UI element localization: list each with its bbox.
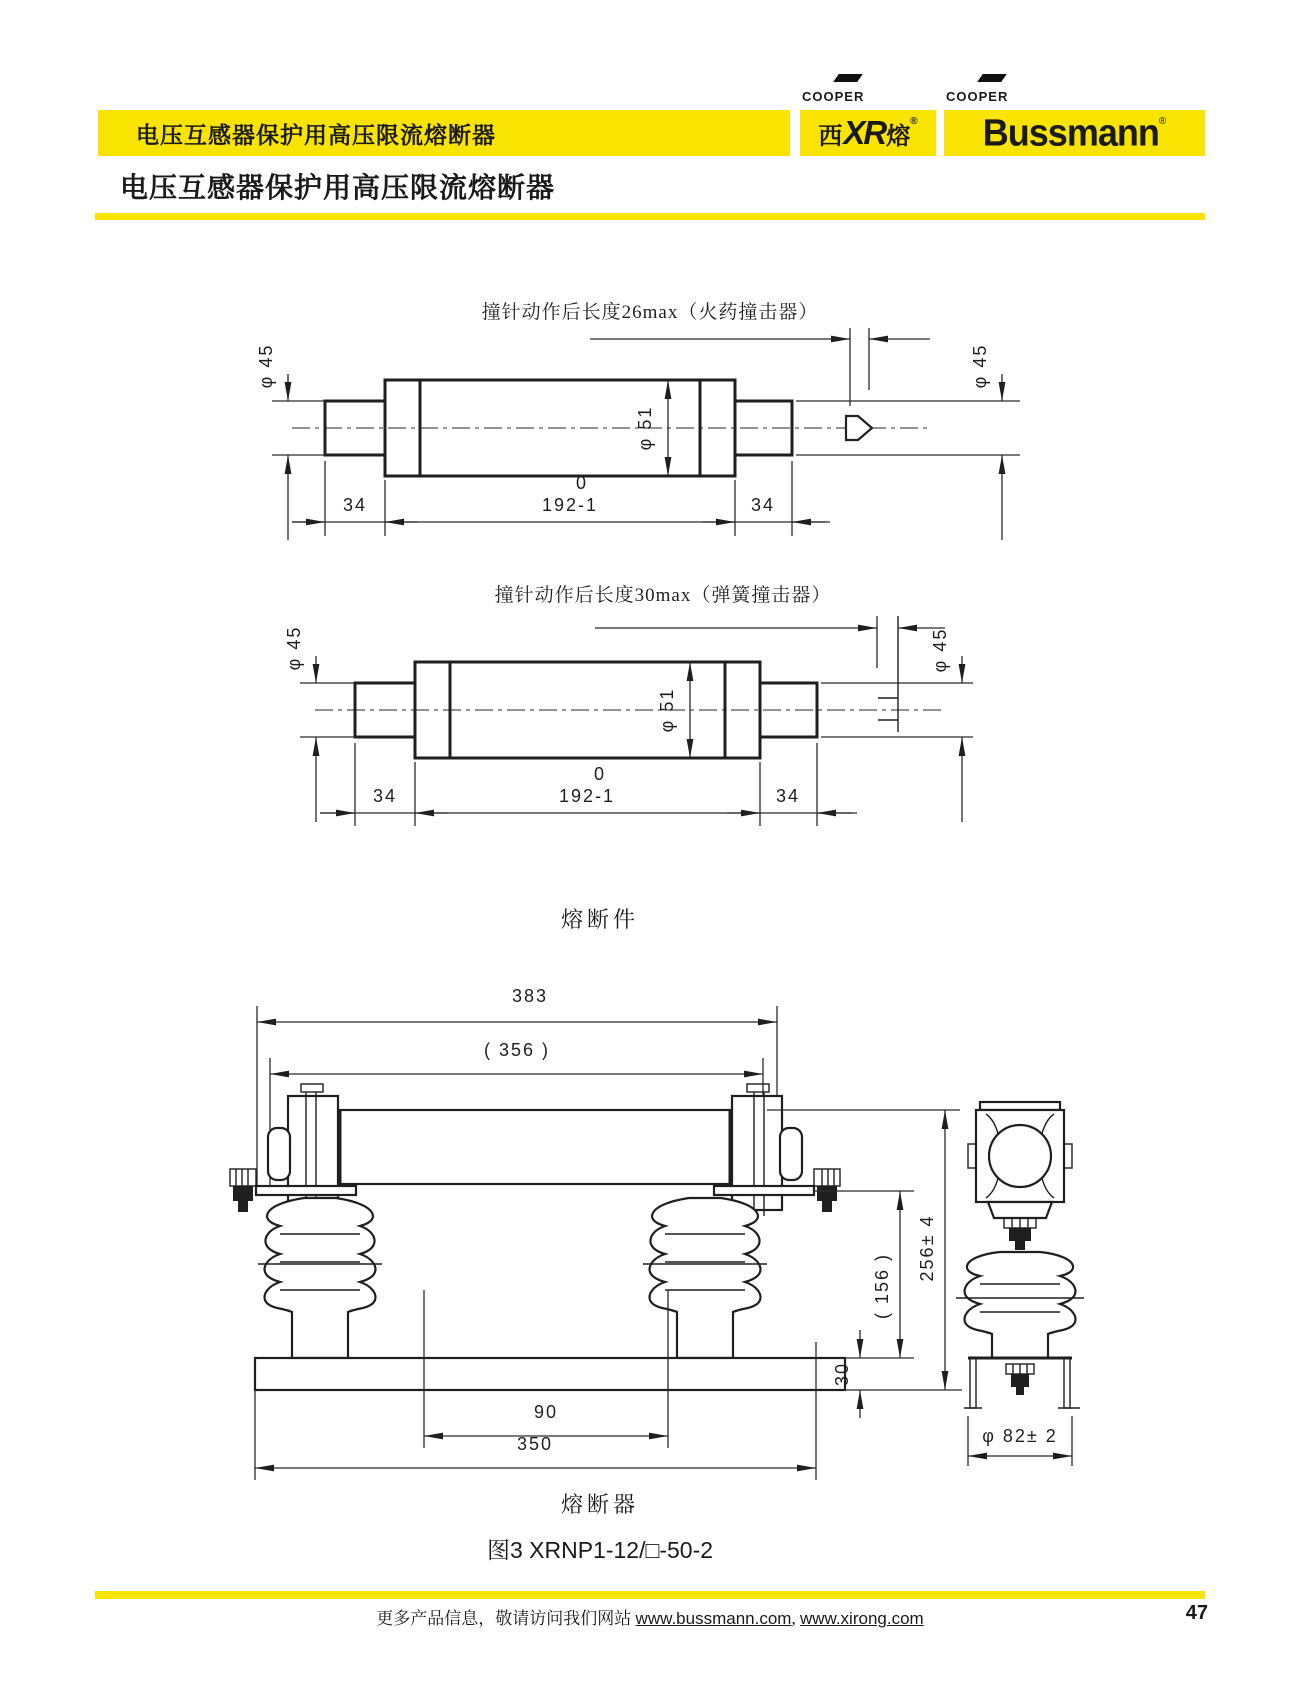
registered-mark: ®: [1158, 115, 1167, 127]
fuse-caption: 熔断器: [560, 1492, 639, 1517]
fuse-assembly-drawing: [200, 918, 1100, 1508]
xirong-xr-mark: XR: [843, 114, 886, 151]
xirong-cn-right: 熔: [886, 122, 911, 150]
dim-156-label: ( 156 ): [872, 1252, 892, 1320]
striker-note-label: 撞针动作后长度30max（弹簧撞击器）: [494, 585, 832, 606]
xirong-logo: [800, 110, 936, 156]
len-34-left-label: 34: [372, 786, 398, 806]
fuse-link-caption: 熔断件: [560, 907, 639, 932]
fuse-link-powder-striker-drawing: [230, 278, 1040, 578]
fuse-link-spring-striker-drawing: [245, 568, 985, 878]
title-underline: [95, 213, 1205, 220]
dia-45-left-label: φ 45: [284, 625, 304, 671]
page-title: 电压互感器保护用高压限流熔断器: [120, 172, 556, 203]
bussmann-wordmark: Bussmann: [982, 110, 1159, 154]
len-192-tolerance-label: 0: [593, 764, 607, 784]
striker-note-label: 撞针动作后长度26max（火药撞击器）: [481, 302, 819, 323]
cooper-logo-left: [802, 88, 864, 106]
dim-350-label: 350: [516, 1434, 554, 1454]
len-34-left-label: 34: [342, 495, 368, 515]
dim-356-label: ( 356 ): [483, 1040, 551, 1060]
xirong-cn-left: 西: [818, 122, 843, 150]
footer-rule: [95, 1591, 1205, 1599]
bussmann-link[interactable]: www.bussmann.com: [635, 1609, 792, 1628]
dim-256-label: 256± 4: [917, 1214, 937, 1282]
len-192-tolerance-label: 0: [575, 473, 589, 493]
bussmann-logo: [944, 110, 1205, 156]
figure-caption: 图3 XRNP1-12/□-50-2: [486, 1537, 714, 1563]
footer-text: [95, 1604, 1205, 1629]
dia-45-right-label: φ 45: [970, 343, 990, 389]
len-192-label: 192-1: [541, 495, 599, 515]
dim-30-label: 30: [832, 1361, 852, 1387]
registered-mark: ®: [910, 115, 918, 127]
len-34-right-label: 34: [750, 495, 776, 515]
cooper-flag-icon: [833, 74, 863, 82]
footer-separator: ,: [791, 1609, 800, 1628]
dim-90-label: 90: [533, 1402, 559, 1422]
header-title-bar: [98, 110, 790, 156]
cooper-wordmark: COOPER: [946, 89, 1009, 104]
page-number: 47: [1185, 1602, 1208, 1624]
len-192-label: 192-1: [558, 786, 616, 806]
cooper-wordmark: COOPER: [802, 89, 865, 104]
dim-383-label: 383: [511, 986, 549, 1006]
dim-82-label: φ 82± 2: [982, 1426, 1058, 1446]
dia-45-right-label: φ 45: [930, 627, 950, 673]
cooper-flag-icon: [977, 74, 1007, 82]
cooper-logo-right: [946, 88, 1008, 106]
dia-51-label: φ 51: [635, 405, 655, 451]
xirong-link[interactable]: www.xirong.com: [799, 1609, 924, 1628]
dia-45-left-label: φ 45: [256, 343, 276, 389]
footer-prefix: 更多产品信息，敬请访问我们网站: [376, 1609, 636, 1628]
dia-51-label: φ 51: [657, 687, 677, 733]
header-title: 电压互感器保护用高压限流熔断器: [136, 121, 496, 148]
len-34-right-label: 34: [775, 786, 801, 806]
